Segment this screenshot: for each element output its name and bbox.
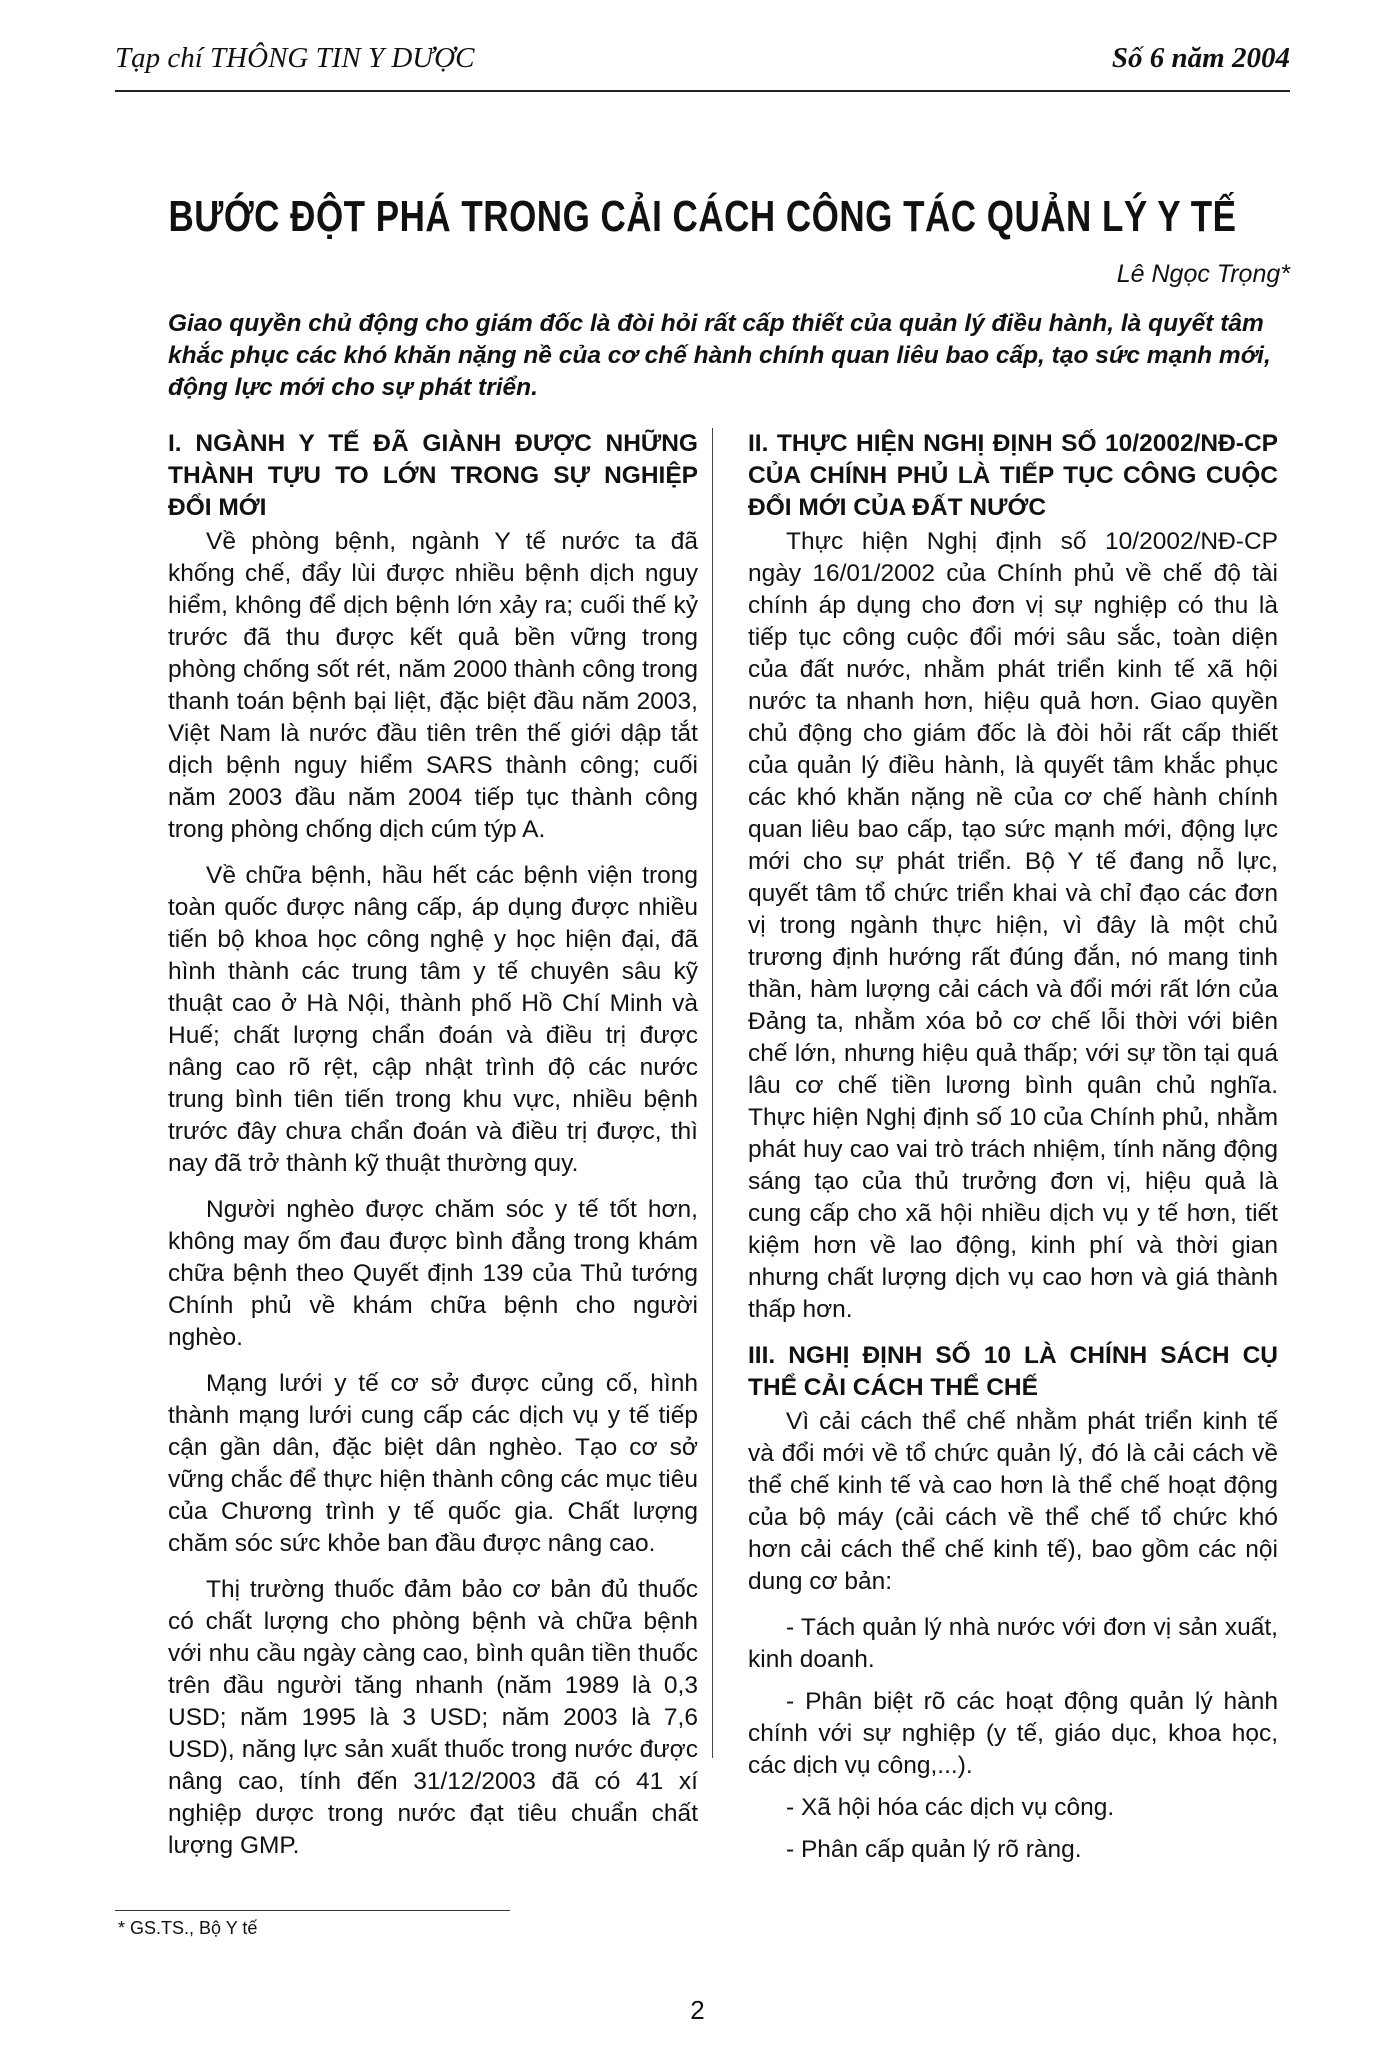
footnote: * GS.TS., Bộ Y tế [118, 1918, 258, 1938]
journal-title: Tạp chí THÔNG TIN Y DƯỢC [115, 42, 475, 74]
article-author: Lê Ngọc Trọng* [1116, 260, 1290, 288]
paragraph: Mạng lưới y tế cơ sở được củng cố, hình thành mạng lưới cung cấp các dịch vụ y tế tiếp cận gần dân, đặc biệt dân nghèo. Tạo cơ sở vững chắc để thực hiện thành công các mục tiêu của Chương trình y tế quốc gia. Chất lượng chăm sóc sức khỏe ban đầu được nâng cao. [168, 1370, 698, 1557]
footnote-rule [115, 1910, 510, 1911]
list-item: - Phân biệt rõ các hoạt động quản lý hành chính với sự nghiệp (y tế, giáo dục, khoa học, các dịch vụ công,...). [748, 1688, 1278, 1779]
section-heading-1: I. NGÀNH Y TẾ ĐÃ GIÀNH ĐƯỢC NHỮNG THÀNH TỰU TO LỚN TRONG SỰ NGHIỆP ĐỔI MỚI [168, 430, 698, 521]
list-item: - Phân cấp quản lý rõ ràng. [786, 1836, 1082, 1863]
list-item: - Tách quản lý nhà nước với đơn vị sản xuất, kinh doanh. [748, 1614, 1278, 1673]
section-heading-3: III. NGHỊ ĐỊNH SỐ 10 LÀ CHÍNH SÁCH CỤ THỂ CẢI CÁCH THỂ CHẾ [748, 1342, 1278, 1401]
issue-label: Số 6 năm 2004 [1111, 42, 1290, 74]
journal-header [115, 38, 1290, 92]
page-number: 2 [690, 1995, 705, 2025]
paragraph: Thực hiện Nghị định số 10/2002/NĐ-CP ngày 16/01/2002 của Chính phủ về chế độ tài chính áp dụng cho đơn vị sự nghiệp có thu là tiếp tục công cuộc đổi mới sâu sắc, toàn diện của đất nước, nhằm phát triển kinh tế xã hội nước ta nhanh hơn, hiệu quả hơn. Giao quyền chủ động cho giám đốc là đòi hỏi rất cấp thiết của quản lý điều hành, là quyết tâm khắc phục các khó khăn nặng nề của cơ chế hành chính quan liêu bao cấp, tạo sức mạnh mới, động lực mới cho sự phát triển. Bộ Y tế đang nỗ lực, quyết tâm tổ chức triển khai và chỉ đạo các đơn vị trong ngành thực hiện, vì đây là một chủ trương định hướng rất đúng đắn, nó mang tinh thần, hàm lượng cải cách và đổi mới rất lớn của Đảng ta, nhằm xóa bỏ cơ chế lỗi thời với biên chế lớn, nhưng hiệu quả thấp; với sự tồn tại quá lâu cơ chế tiền lương bình quân chủ nghĩa. Thực hiện Nghị định số 10 của Chính phủ, nhằm phát huy cao vai trò trách nhiệm, tính năng động sáng tạo của thủ trưởng đơn vị, hiệu quả là cung cấp cho xã hội nhiều dịch vụ y tế hơn, tiết kiệm hơn về lao động, kinh phí và thời gian nhưng chất lượng dịch vụ cao hơn và giá thành thấp hơn. [748, 528, 1278, 1323]
column-divider [712, 428, 713, 1758]
paragraph: Về phòng bệnh, ngành Y tế nước ta đã khống chế, đẩy lùi được nhiều bệnh dịch nguy hiểm, không để dịch bệnh lớn xảy ra; cuối thế kỷ trước đã thu được kết quả bền vững trong phòng chống sốt rét, năm 2000 thành công trong thanh toán bệnh bại liệt, đặc biệt đầu năm 2003, Việt Nam là nước đầu tiên trên thế giới dập tắt dịch bệnh nguy hiểm SARS thành công; cuối năm 2003 đầu năm 2004 tiếp tục thành công trong phòng chống dịch cúm týp A. [168, 528, 698, 843]
list-item: - Xã hội hóa các dịch vụ công. [786, 1794, 1115, 1821]
article-lead: Giao quyền chủ động cho giám đốc là đòi hỏi rất cấp thiết của quản lý điều hành, là quyết tâm khắc phục các khó khăn nặng nề của cơ chế hành chính quan liêu bao cấp, tạo sức mạnh mới, động lực mới cho sự phát triển. [168, 310, 1271, 401]
paragraph: Vì cải cách thể chế nhằm phát triển kinh tế và đổi mới về tổ chức quản lý, đó là cải cách về thể chế kinh tế và cao hơn là thể chế hoạt động của bộ máy (cải cách về thể chế tổ chức khó hơn cải cách thể chế kinh tế), bao gồm các nội dung cơ bản: [748, 1408, 1278, 1595]
left-column [168, 428, 698, 1876]
paragraph: Thị trường thuốc đảm bảo cơ bản đủ thuốc có chất lượng cho phòng bệnh và chữa bệnh với nhu cầu ngày càng cao, bình quân tiền thuốc trên đầu người tăng nhanh (năm 1989 là 0,3 USD; năm 1995 là 3 USD; năm 2003 là 7,6 USD), năng lực sản xuất thuốc trong nước được nâng cao, tính đến 31/12/2003 đã có 41 xí nghiệp dược trong nước đạt tiêu chuẩn chất lượng GMP. [168, 1576, 698, 1859]
paragraph: Người nghèo được chăm sóc y tế tốt hơn, không may ốm đau được bình đẳng trong khám chữa bệnh theo Quyết định 139 của Thủ tướng Chính phủ về khám chữa bệnh cho người nghèo. [168, 1196, 698, 1351]
section-heading-2: II. THỰC HIỆN NGHỊ ĐỊNH SỐ 10/2002/NĐ-CP CỦA CHÍNH PHỦ LÀ TIẾP TỤC CÔNG CUỘC ĐỔI MỚI CỦA ĐẤT NƯỚC [748, 430, 1278, 521]
paragraph: Về chữa bệnh, hầu hết các bệnh viện trong toàn quốc được nâng cấp, áp dụng được nhiều tiến bộ khoa học công nghệ y học hiện đại, đã hình thành các trung tâm y tế chuyên sâu kỹ thuật cao ở Hà Nội, thành phố Hồ Chí Minh và Huế; chất lượng chẩn đoán và điều trị được nâng cao rõ rệt, cập nhật trình độ các nước trung bình tiên tiến trong khu vực, nhiều bệnh trước đây chưa chẩn đoán và điều trị được, thì nay đã trở thành kỹ thuật thường quy. [168, 862, 698, 1177]
right-column [748, 428, 1278, 1876]
article-title: BƯỚC ĐỘT PHÁ TRONG CẢI CÁCH CÔNG TÁC QUẢN LÝ Y TẾ [168, 192, 1237, 241]
